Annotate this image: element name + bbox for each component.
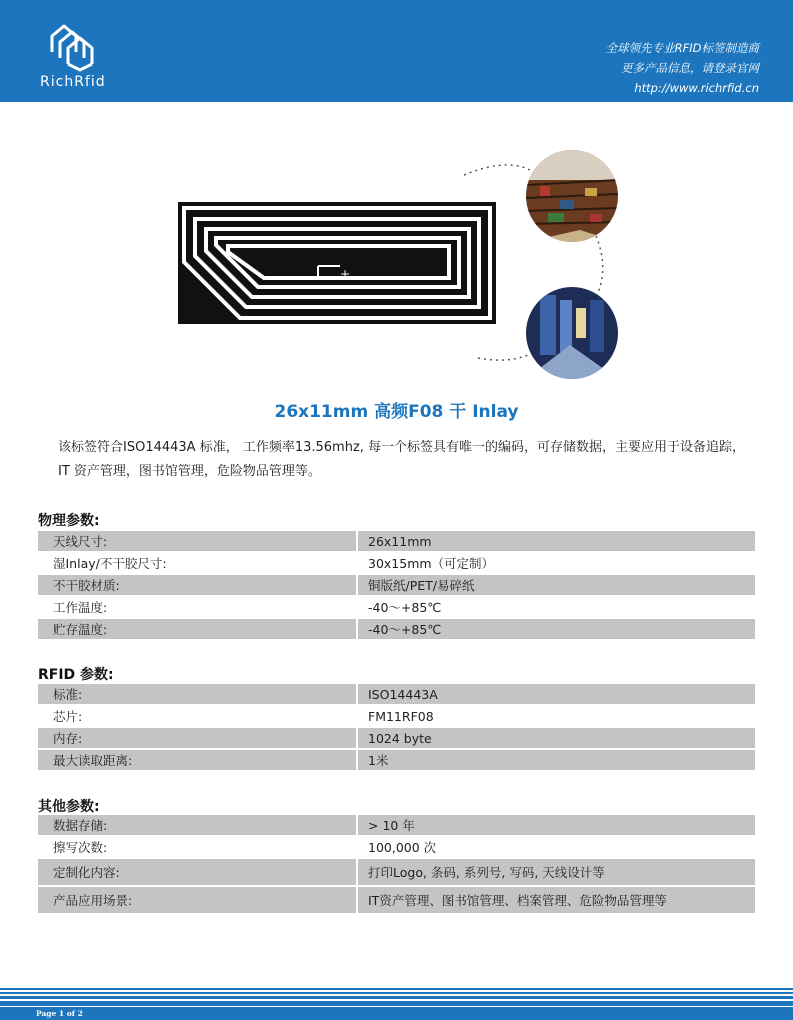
- server-room-photo: [526, 287, 618, 379]
- param-label: 天线尺寸:: [38, 531, 356, 551]
- param-label: 不干胶材质:: [38, 575, 356, 595]
- param-label: 湿Inlay/不干胶尺寸:: [38, 553, 356, 573]
- param-value: -40～+85℃: [356, 597, 755, 617]
- param-value: ISO14443A: [356, 684, 755, 704]
- tagline-line-2: 更多产品信息，请登录官网: [621, 61, 759, 75]
- param-value: 1米: [356, 750, 755, 770]
- param-label: 标准:: [38, 684, 356, 704]
- svg-text:+: +: [340, 267, 351, 281]
- param-label: 数据存储:: [38, 815, 356, 835]
- footer-band: [0, 986, 793, 1020]
- param-value: > 10 年: [356, 815, 755, 835]
- param-value: 100,000 次: [356, 837, 755, 857]
- param-value: FM11RF08: [356, 706, 755, 726]
- page-number: Page 1 of 2: [36, 1009, 83, 1018]
- param-value: IT资产管理、图书馆管理、档案管理、危险物品管理等: [356, 887, 755, 913]
- table-row: [38, 837, 755, 857]
- other-params-table: [38, 813, 755, 915]
- table-row: [38, 750, 755, 770]
- table-row: [38, 728, 755, 748]
- param-label: 产品应用场景:: [38, 887, 356, 913]
- param-value: 铜版纸/PET/易碎纸: [356, 575, 755, 595]
- tagline-url[interactable]: http://www.richrfid.cn: [634, 81, 759, 95]
- table-row: [38, 575, 755, 595]
- table-row: [38, 553, 755, 573]
- other-params-title: 其他参数:: [38, 799, 100, 815]
- table-row: [38, 859, 755, 885]
- page-header: [0, 0, 793, 102]
- table-row: [38, 706, 755, 726]
- header-tagline: [606, 38, 759, 98]
- param-value: 26x11mm: [356, 531, 755, 551]
- tagline-line-1: 全球领先专业RFID标签制造商: [605, 41, 759, 55]
- table-row: [38, 531, 755, 551]
- product-intro: 该标签符合ISO14443A 标准， 工作频率13.56mhz, 每一个标签具有唯一的编码，可存储数据，主要应用于设备追踪，IT 资产管理，图书馆管理，危险物品管理等。: [58, 440, 746, 479]
- rfid-params-title: RFID 参数:: [38, 667, 114, 683]
- param-label: 贮存温度:: [38, 619, 356, 639]
- library-bookshelf-photo: [526, 150, 618, 242]
- rfid-inlay-antenna-image: [178, 202, 496, 324]
- param-label: 工作温度:: [38, 597, 356, 617]
- param-value: 打印Logo, 条码, 系列号, 写码, 天线设计等: [356, 859, 755, 885]
- table-row: [38, 887, 755, 913]
- param-label: 芯片:: [38, 706, 356, 726]
- param-label: 内存:: [38, 728, 356, 748]
- param-label: 擦写次数:: [38, 837, 356, 857]
- logo-text: RichRfid: [40, 74, 106, 90]
- table-row: [38, 597, 755, 617]
- table-row: [38, 684, 755, 704]
- rfid-params-table: [38, 682, 755, 772]
- table-row: [38, 815, 755, 835]
- product-illustration: [0, 140, 793, 400]
- physical-params-table: [38, 529, 755, 641]
- product-title: 26x11mm 高频F08 干 Inlay: [274, 402, 519, 422]
- param-value: 30x15mm（可定制）: [356, 553, 755, 573]
- param-label: 定制化内容:: [38, 859, 356, 885]
- param-value: 1024 byte: [356, 728, 755, 748]
- param-value: -40～+85℃: [356, 619, 755, 639]
- table-row: [38, 619, 755, 639]
- param-label: 最大读取距离:: [38, 750, 356, 770]
- physical-params-title: 物理参数:: [38, 513, 100, 529]
